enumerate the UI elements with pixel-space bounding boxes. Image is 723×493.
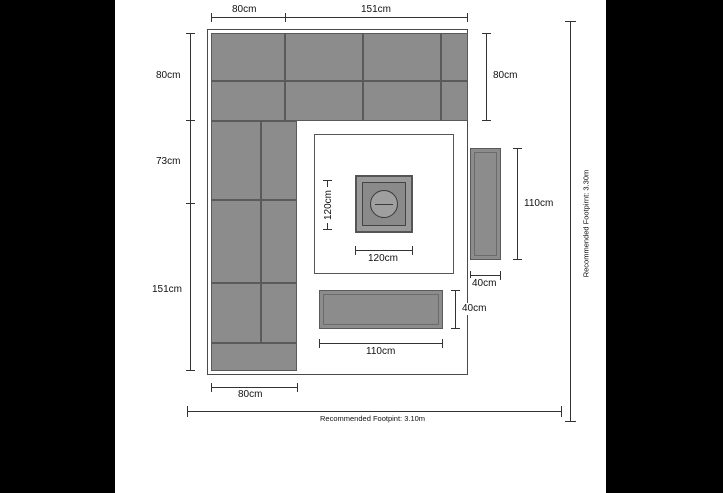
corner-sofa-top-middle-left-seat <box>285 33 363 81</box>
dim-label-top-left: 80cm <box>229 4 259 16</box>
dim-tick <box>412 246 413 255</box>
dim-tick <box>513 259 522 260</box>
corner-sofa-top-right-front-cushion <box>441 81 468 121</box>
corner-sofa-left-middle-seat <box>211 200 261 283</box>
dim-tick <box>561 406 562 417</box>
corner-sofa-top-middle-right-seat <box>363 33 441 81</box>
bench-bottom-cushion <box>323 294 439 325</box>
dim-tick <box>355 246 356 255</box>
dim-tick <box>297 383 298 392</box>
dim-tick <box>500 271 501 280</box>
bench-right-cushion <box>474 152 497 256</box>
dim-tick <box>186 370 195 371</box>
layout-canvas <box>115 0 606 493</box>
corner-sofa-top-right-seat <box>441 33 468 81</box>
dim-tick <box>467 13 468 22</box>
dim-label-left-bottom: 151cm <box>149 284 185 296</box>
dim-tick <box>482 33 491 34</box>
dim-line-right-corner-depth <box>486 33 487 121</box>
dim-label-right-bench-depth: 40cm <box>469 278 499 290</box>
dim-label-left-middle: 73cm <box>153 156 183 168</box>
dim-tick <box>211 383 212 392</box>
footprint-label-bottom: Recommended Footpint: 3.10m <box>320 414 426 423</box>
corner-sofa-top-left-front-cushion <box>211 81 285 121</box>
dim-line-bottom-left <box>211 387 298 388</box>
dim-tick <box>482 120 491 121</box>
corner-sofa-top-left-seat <box>211 33 285 81</box>
dim-tick <box>451 290 460 291</box>
dim-line-bottom-bench-width <box>319 343 443 344</box>
dim-line-table-width <box>355 250 413 251</box>
dim-line-right-bench-height <box>517 148 518 260</box>
dim-label-right-corner-depth: 80cm <box>490 70 520 82</box>
dim-label-bottom-bench-depth: 40cm <box>459 303 489 315</box>
dim-line-left-middle <box>190 121 191 204</box>
corner-sofa-top-middle-left-front-cushion <box>285 81 363 121</box>
corner-sofa-left-upper-front-cushion <box>261 121 297 200</box>
footprint-label-right: Recommended Footpirnt: 3.30m <box>581 169 591 278</box>
corner-sofa-left-middle-front-cushion <box>261 200 297 283</box>
dim-line-bottom-bench-depth <box>455 290 456 329</box>
dim-tick <box>323 180 332 181</box>
corner-sofa-top-middle-right-front-cushion <box>363 81 441 121</box>
dim-label-left-top: 80cm <box>153 70 183 82</box>
dim-line-top-right <box>286 17 468 18</box>
corner-sofa-left-upper-seat <box>211 121 261 200</box>
dim-tick <box>186 33 195 34</box>
dim-label-bottom-left: 80cm <box>235 389 265 401</box>
dim-tick <box>565 421 576 422</box>
corner-sofa-left-lower-seat <box>211 283 261 343</box>
dim-label-table-height: 120cm <box>323 187 335 223</box>
dim-line-left-bottom <box>190 204 191 371</box>
dim-tick <box>187 406 188 417</box>
letterbox-left <box>0 0 115 493</box>
dim-line-footprint-right <box>570 21 571 422</box>
dim-tick <box>442 339 443 348</box>
dim-tick <box>319 339 320 348</box>
dim-tick <box>513 148 522 149</box>
dim-line-footprint-bottom <box>187 411 562 412</box>
dim-tick <box>565 21 576 22</box>
dim-line-top-left <box>211 17 286 18</box>
dim-line-right-bench-depth <box>470 275 501 276</box>
dim-label-top-right: 151cm <box>358 4 394 16</box>
dim-line-left-top <box>190 33 191 121</box>
corner-sofa-left-end-seat <box>211 343 297 371</box>
letterbox-right <box>606 0 723 493</box>
dim-tick <box>211 13 212 22</box>
dim-label-bottom-bench-width: 110cm <box>363 346 398 358</box>
corner-sofa-left-lower-front-cushion <box>261 283 297 343</box>
dim-tick <box>451 328 460 329</box>
dim-label-right-bench-height: 110cm <box>521 198 556 210</box>
dim-tick <box>323 229 332 230</box>
dim-label-table-width: 120cm <box>365 253 401 265</box>
fire-pit-burner-bar <box>375 204 393 205</box>
